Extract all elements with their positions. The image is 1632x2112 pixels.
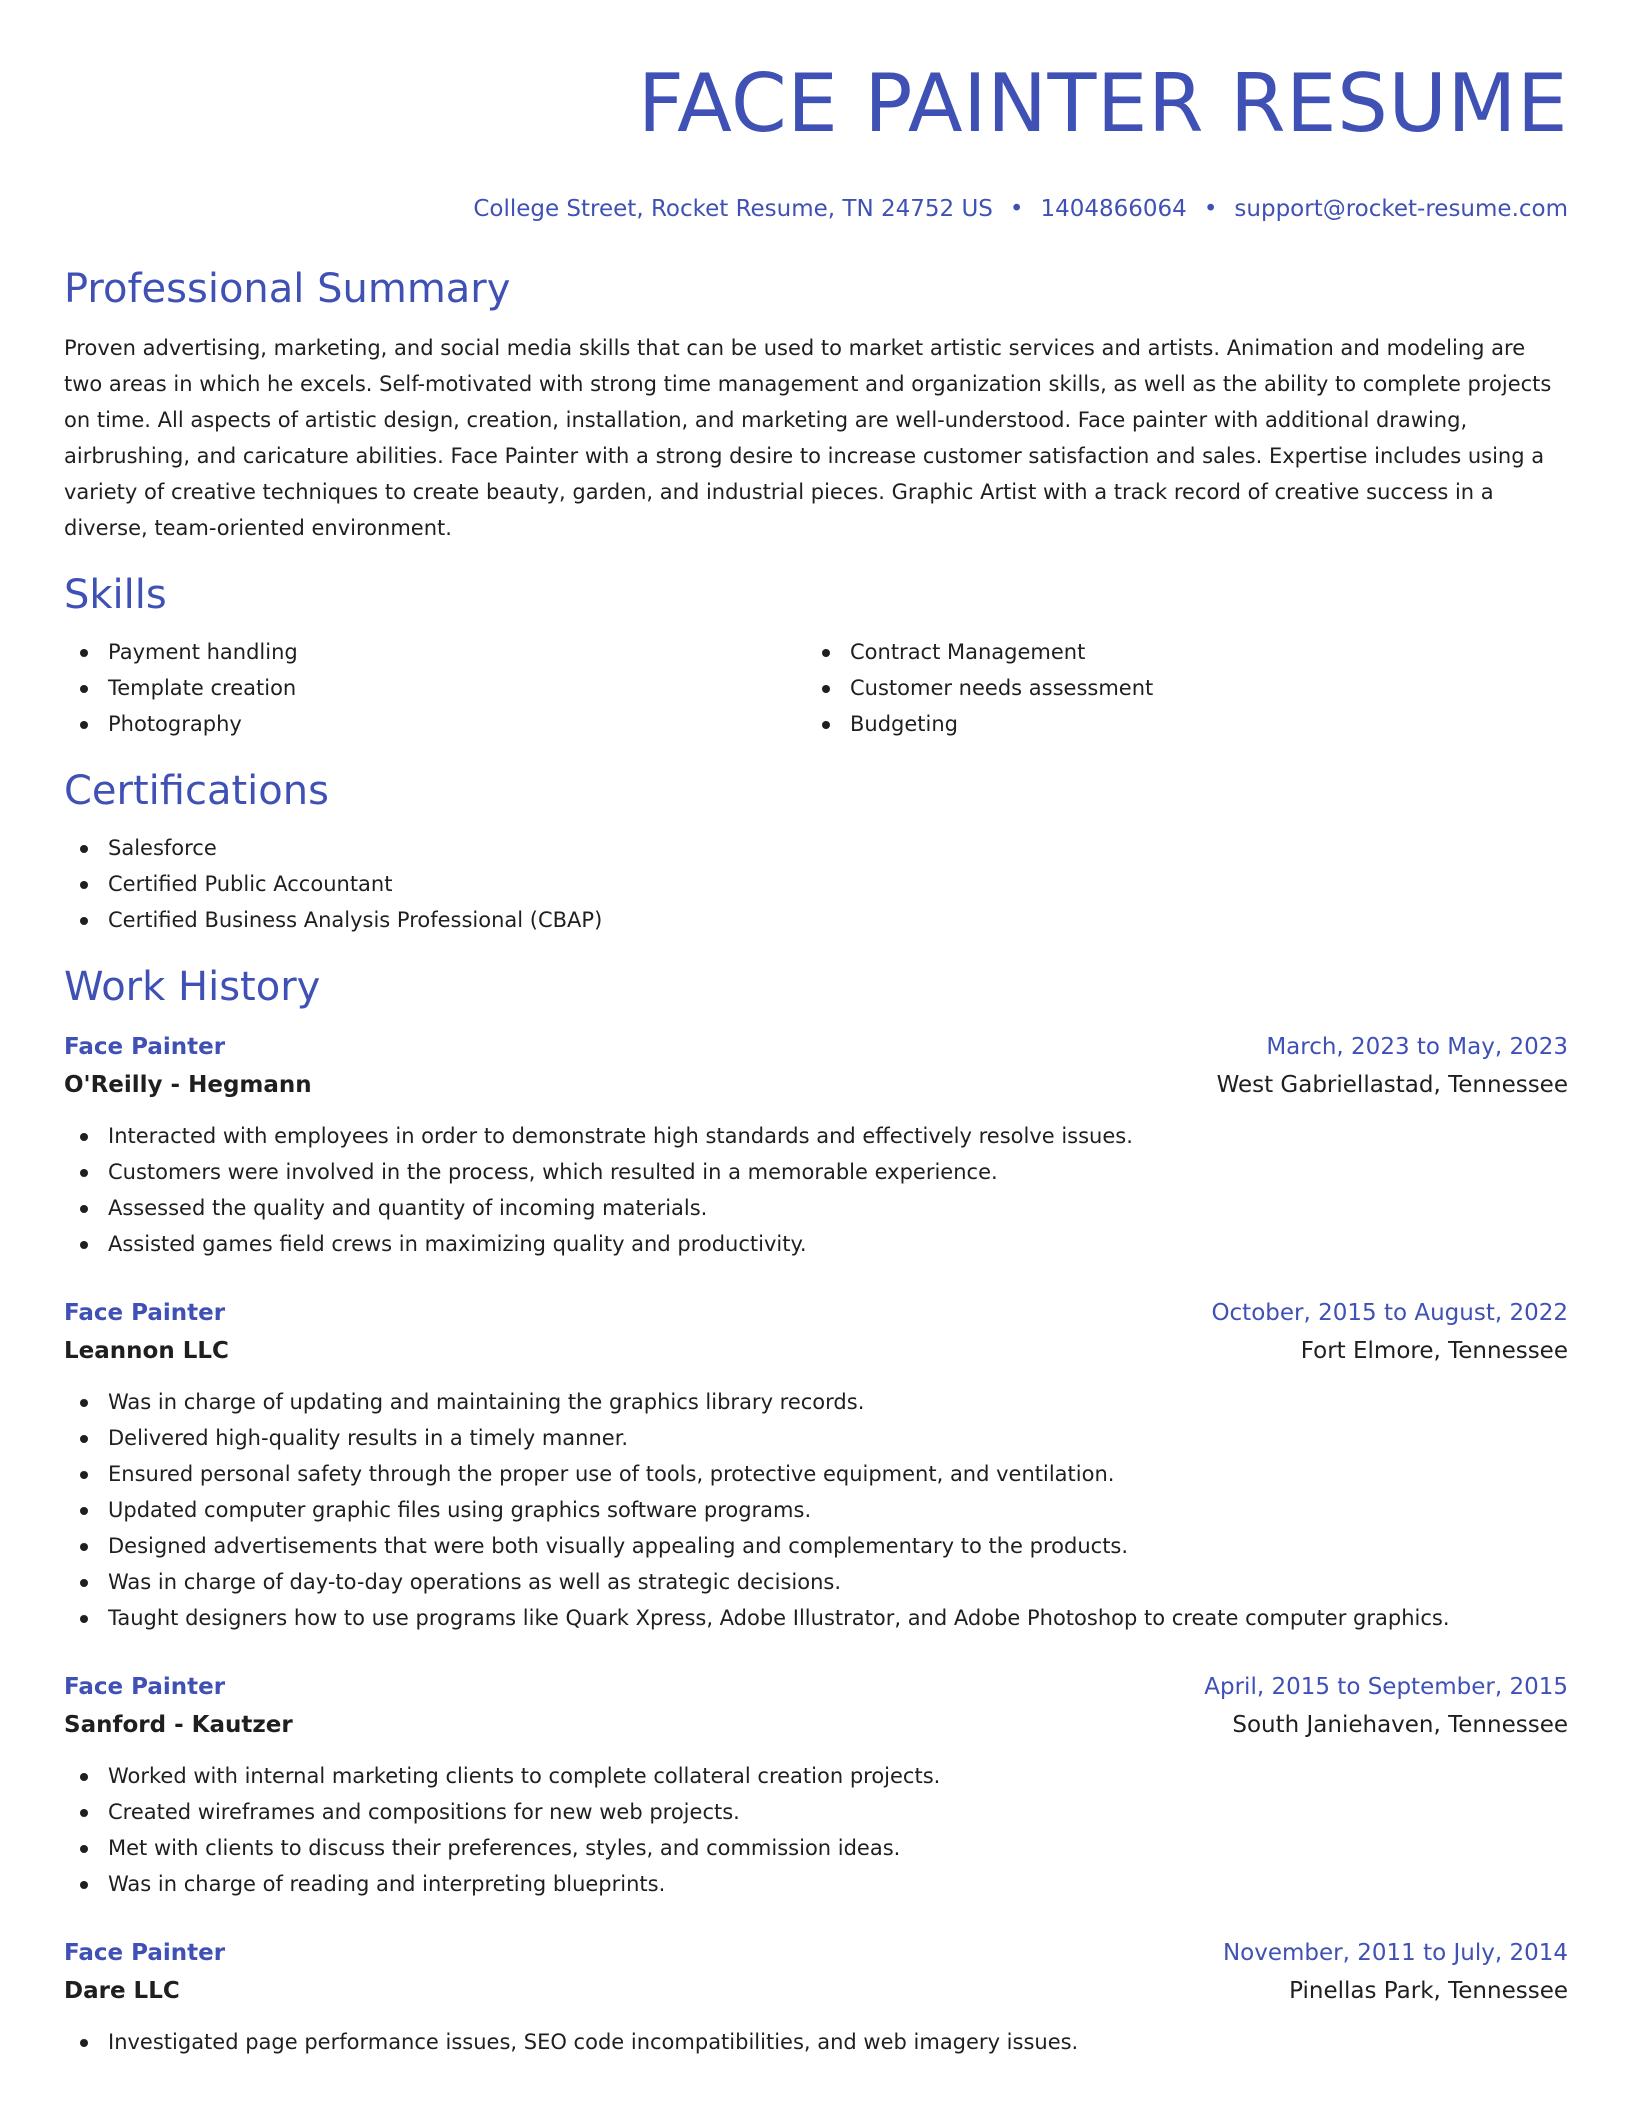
job-entry xyxy=(64,1294,1568,1636)
job-dates: April, 2015 to September, 2015 xyxy=(1204,1674,1568,1700)
skill-item: Customer needs assessment xyxy=(806,670,1548,706)
job-title: Face Painter xyxy=(64,1940,226,1966)
job-duties xyxy=(64,1384,1568,1636)
duty-item: Created wireframes and compositions for new web projects. xyxy=(64,1794,1568,1830)
job-subheader xyxy=(64,1332,1568,1370)
job-subheader xyxy=(64,1706,1568,1744)
job-duties xyxy=(64,1118,1568,1262)
job-dates: March, 2023 to May, 2023 xyxy=(1266,1034,1568,1060)
skill-item: Template creation xyxy=(64,670,806,706)
duty-item: Ensured personal safety through the proper use of tools, protective equipment, and ventilation. xyxy=(64,1456,1568,1492)
job-entry xyxy=(64,1028,1568,1262)
duty-item: Met with clients to discuss their preferences, styles, and commission ideas. xyxy=(64,1830,1568,1866)
job-location: Fort Elmore, Tennessee xyxy=(1300,1338,1568,1364)
job-company: Sanford - Kautzer xyxy=(64,1712,293,1738)
duty-item: Delivered high-quality results in a timely manner. xyxy=(64,1420,1568,1456)
certification-item: Salesforce xyxy=(64,830,1568,866)
duty-item: Investigated page performance issues, SEO code incompatibilities, and web imagery issues. xyxy=(64,2024,1568,2060)
duty-item: Updated computer graphic files using graphics software programs. xyxy=(64,1492,1568,1528)
job-title: Face Painter xyxy=(64,1300,226,1326)
contact-address: College Street, Rocket Resume, TN 24752 US xyxy=(473,196,993,222)
job-header xyxy=(64,1028,1568,1066)
duty-item: Assessed the quality and quantity of incoming materials. xyxy=(64,1190,1568,1226)
job-location: South Janiehaven, Tennessee xyxy=(1232,1712,1568,1738)
job-title: Face Painter xyxy=(64,1034,226,1060)
job-header xyxy=(64,1934,1568,1972)
certification-item: Certified Business Analysis Professional (CBAP) xyxy=(64,902,1568,938)
contact-email[interactable]: support@rocket-resume.com xyxy=(1234,196,1568,222)
duty-item: Was in charge of updating and maintaining the graphics library records. xyxy=(64,1384,1568,1420)
duty-item: Taught designers how to use programs like Quark Xpress, Adobe Illustrator, and Adobe Photoshop to create computer graphics. xyxy=(64,1600,1568,1636)
skills-heading: Skills xyxy=(64,572,167,618)
job-location: Pinellas Park, Tennessee xyxy=(1289,1978,1568,2004)
skills-list xyxy=(64,634,1568,742)
job-header xyxy=(64,1668,1568,1706)
job-subheader xyxy=(64,1972,1568,2010)
job-company: Leannon LLC xyxy=(64,1338,229,1364)
summary-heading: Professional Summary xyxy=(64,266,511,312)
skills-column-right xyxy=(806,634,1548,742)
duty-item: Worked with internal marketing clients to complete collateral creation projects. xyxy=(64,1758,1568,1794)
work-history-heading: Work History xyxy=(64,964,321,1010)
job-company: O'Reilly - Hegmann xyxy=(64,1072,312,1098)
contact-line xyxy=(64,194,1568,224)
duty-item: Was in charge of reading and interpreting blueprints. xyxy=(64,1866,1568,1902)
duty-item: Customers were involved in the process, which resulted in a memorable experience. xyxy=(64,1154,1568,1190)
job-dates: October, 2015 to August, 2022 xyxy=(1211,1300,1568,1326)
skill-item: Budgeting xyxy=(806,706,1548,742)
skill-item: Payment handling xyxy=(64,634,806,670)
skill-item: Photography xyxy=(64,706,806,742)
duty-item: Designed advertisements that were both visually appealing and complementary to the products. xyxy=(64,1528,1568,1564)
contact-separator: • xyxy=(1009,196,1024,222)
summary-text: Proven advertising, marketing, and social media skills that can be used to market artistic services and artists. Animation and modeling are two areas in which he excels. Self-motivated with strong time management and organization skills, as well as the ability to complete projects on time. All aspects of artistic design, creation, installation, and marketing are well-understood. Face painter with additional drawing, airbrushing, and caricature abilities. Face Painter with a strong desire to increase customer satisfaction and sales. Expertise includes using a variety of creative techniques to create beauty, garden, and industrial pieces. Graphic Artist with a track record of creative success in a diverse, team-oriented environment. xyxy=(64,336,1552,540)
job-title: Face Painter xyxy=(64,1674,226,1700)
job-subheader xyxy=(64,1066,1568,1104)
skills-column-left xyxy=(64,634,806,742)
job-duties xyxy=(64,2024,1568,2060)
contact-phone: 1404866064 xyxy=(1040,196,1187,222)
skill-item: Contract Management xyxy=(806,634,1548,670)
job-company: Dare LLC xyxy=(64,1978,180,2004)
resume-title: FACE PAINTER RESUME xyxy=(637,57,1568,150)
certification-item: Certified Public Accountant xyxy=(64,866,1568,902)
job-entry xyxy=(64,1934,1568,2060)
duty-item: Assisted games field crews in maximizing quality and productivity. xyxy=(64,1226,1568,1262)
job-location: West Gabriellastad, Tennessee xyxy=(1216,1072,1568,1098)
certifications-heading: Certifications xyxy=(64,768,329,814)
duty-item: Was in charge of day-to-day operations as well as strategic decisions. xyxy=(64,1564,1568,1600)
contact-separator: • xyxy=(1203,196,1218,222)
job-dates: November, 2011 to July, 2014 xyxy=(1222,1940,1568,1966)
certifications-list xyxy=(64,830,1568,938)
job-header xyxy=(64,1294,1568,1332)
job-duties xyxy=(64,1758,1568,1902)
duty-item: Interacted with employees in order to demonstrate high standards and effectively resolve issues. xyxy=(64,1118,1568,1154)
job-entry xyxy=(64,1668,1568,1902)
